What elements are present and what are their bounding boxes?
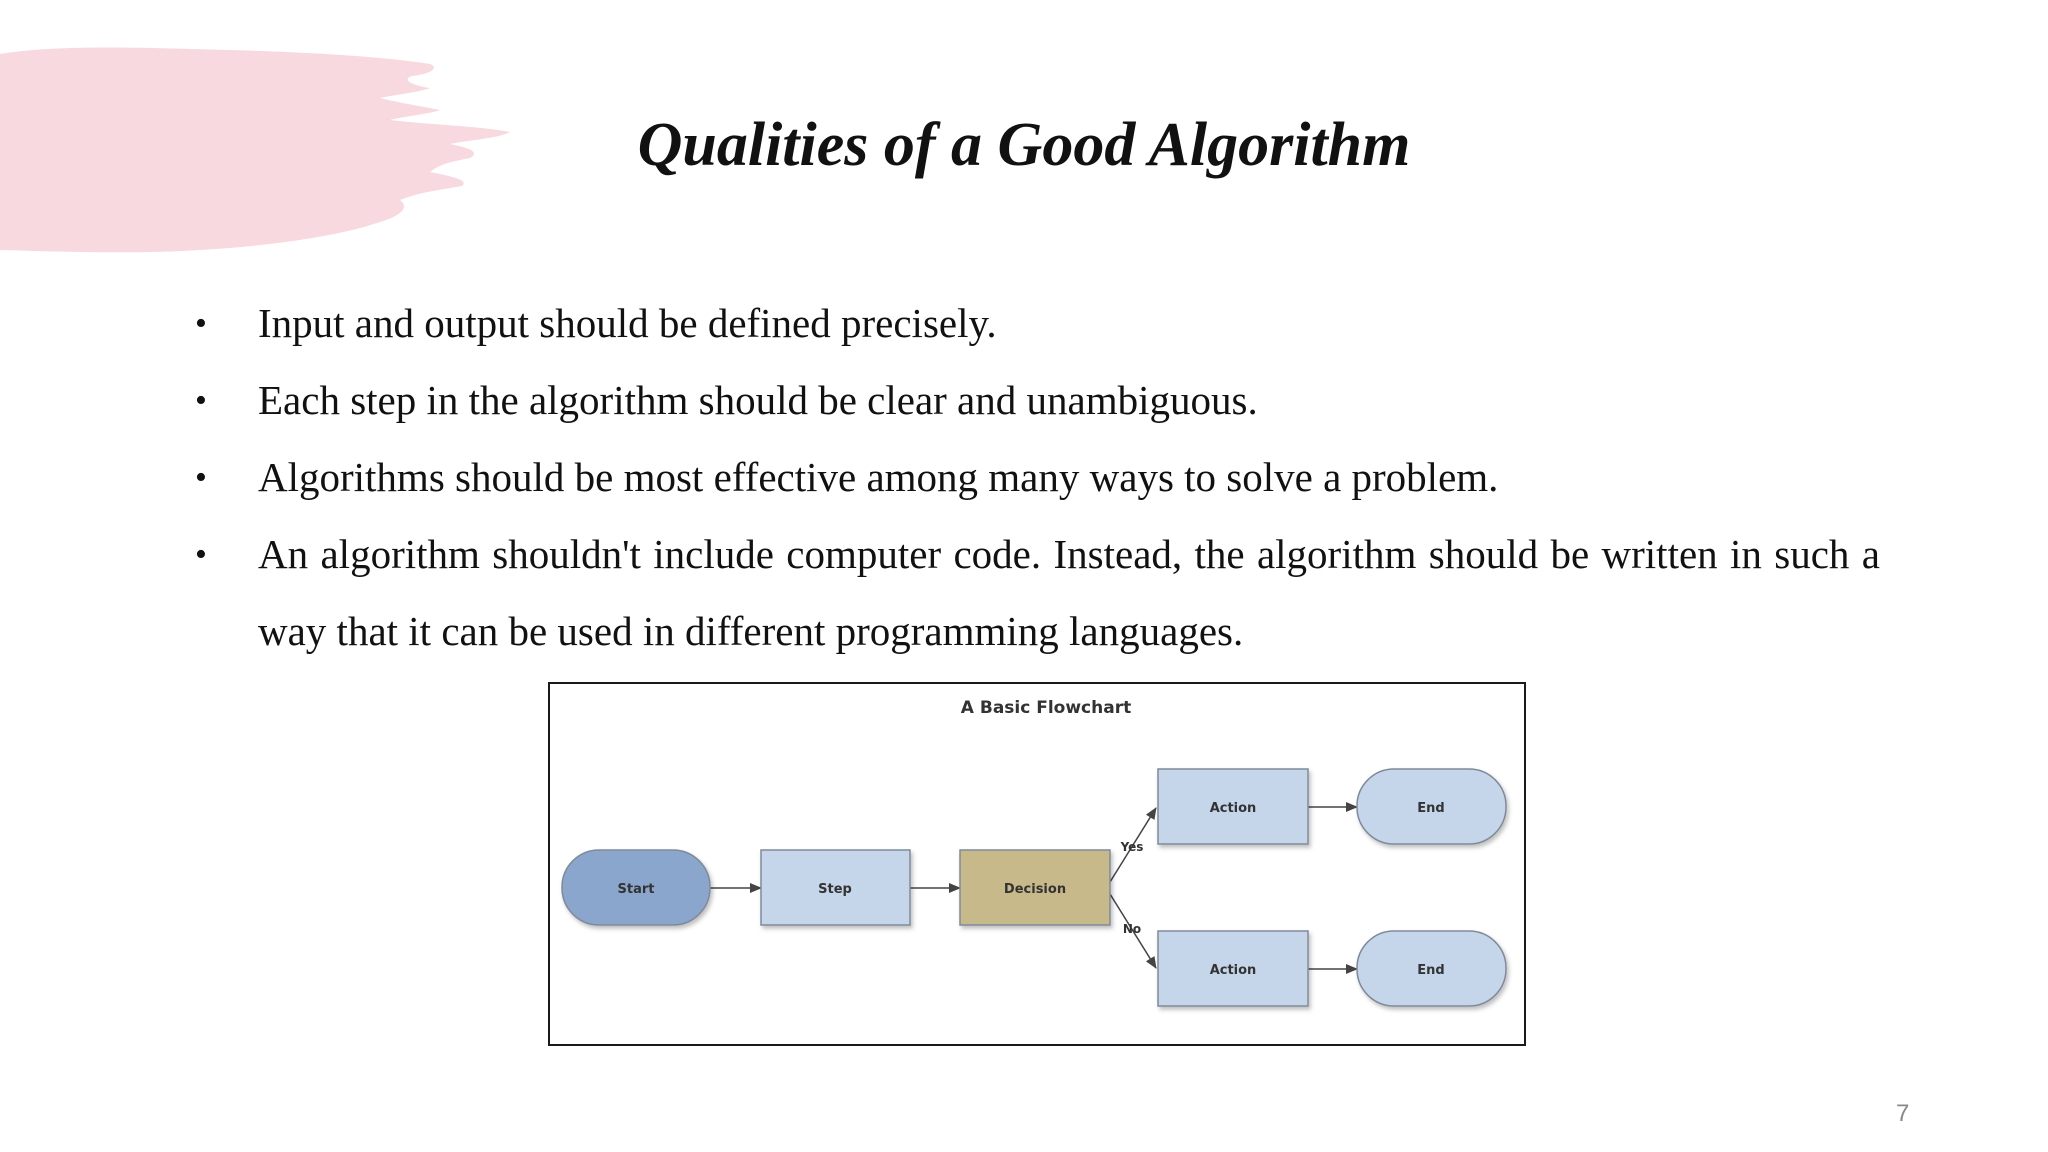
start-node-label: Start bbox=[617, 882, 655, 897]
decision-node-label: Decision bbox=[1003, 882, 1067, 897]
bullet-text: An algorithm shouldn't include computer code. Instead, the algorithm should be written in such a way that it can be used in different programming languages. bbox=[258, 531, 1880, 654]
bullet-item bbox=[190, 362, 1880, 439]
flowchart-diagram bbox=[550, 684, 1528, 1048]
step-node-label: Step bbox=[818, 882, 852, 897]
flowchart-title: A Basic Flowchart bbox=[960, 698, 1132, 718]
flowchart-figure bbox=[548, 682, 1526, 1046]
bullet-text: Algorithms should be most effective among many ways to solve a problem. bbox=[258, 454, 1499, 500]
bullet-list bbox=[190, 285, 1880, 670]
action-node-yes-label: Action bbox=[1209, 801, 1257, 816]
action-node-no-label: Action bbox=[1209, 963, 1257, 978]
bullet-text: Each step in the algorithm should be clear and unambiguous. bbox=[258, 377, 1258, 423]
bullet-item bbox=[190, 439, 1880, 516]
bullet-glyph: • bbox=[195, 305, 207, 342]
end-node-yes-label: End bbox=[1417, 801, 1445, 816]
page-number: 7 bbox=[1896, 1100, 1910, 1127]
bullet-item bbox=[190, 285, 1880, 362]
end-node-no-label: End bbox=[1417, 963, 1445, 978]
bullet-glyph: • bbox=[195, 382, 207, 419]
slide-title: Qualities of a Good Algorithm bbox=[637, 111, 1411, 179]
bullet-text: Input and output should be defined precisely. bbox=[258, 300, 997, 346]
edge-label-yes: Yes bbox=[1120, 840, 1144, 854]
bullet-glyph: • bbox=[195, 459, 207, 496]
bullet-glyph: • bbox=[195, 536, 207, 573]
bullet-item bbox=[190, 516, 1880, 670]
edge-label-no: No bbox=[1122, 922, 1142, 936]
